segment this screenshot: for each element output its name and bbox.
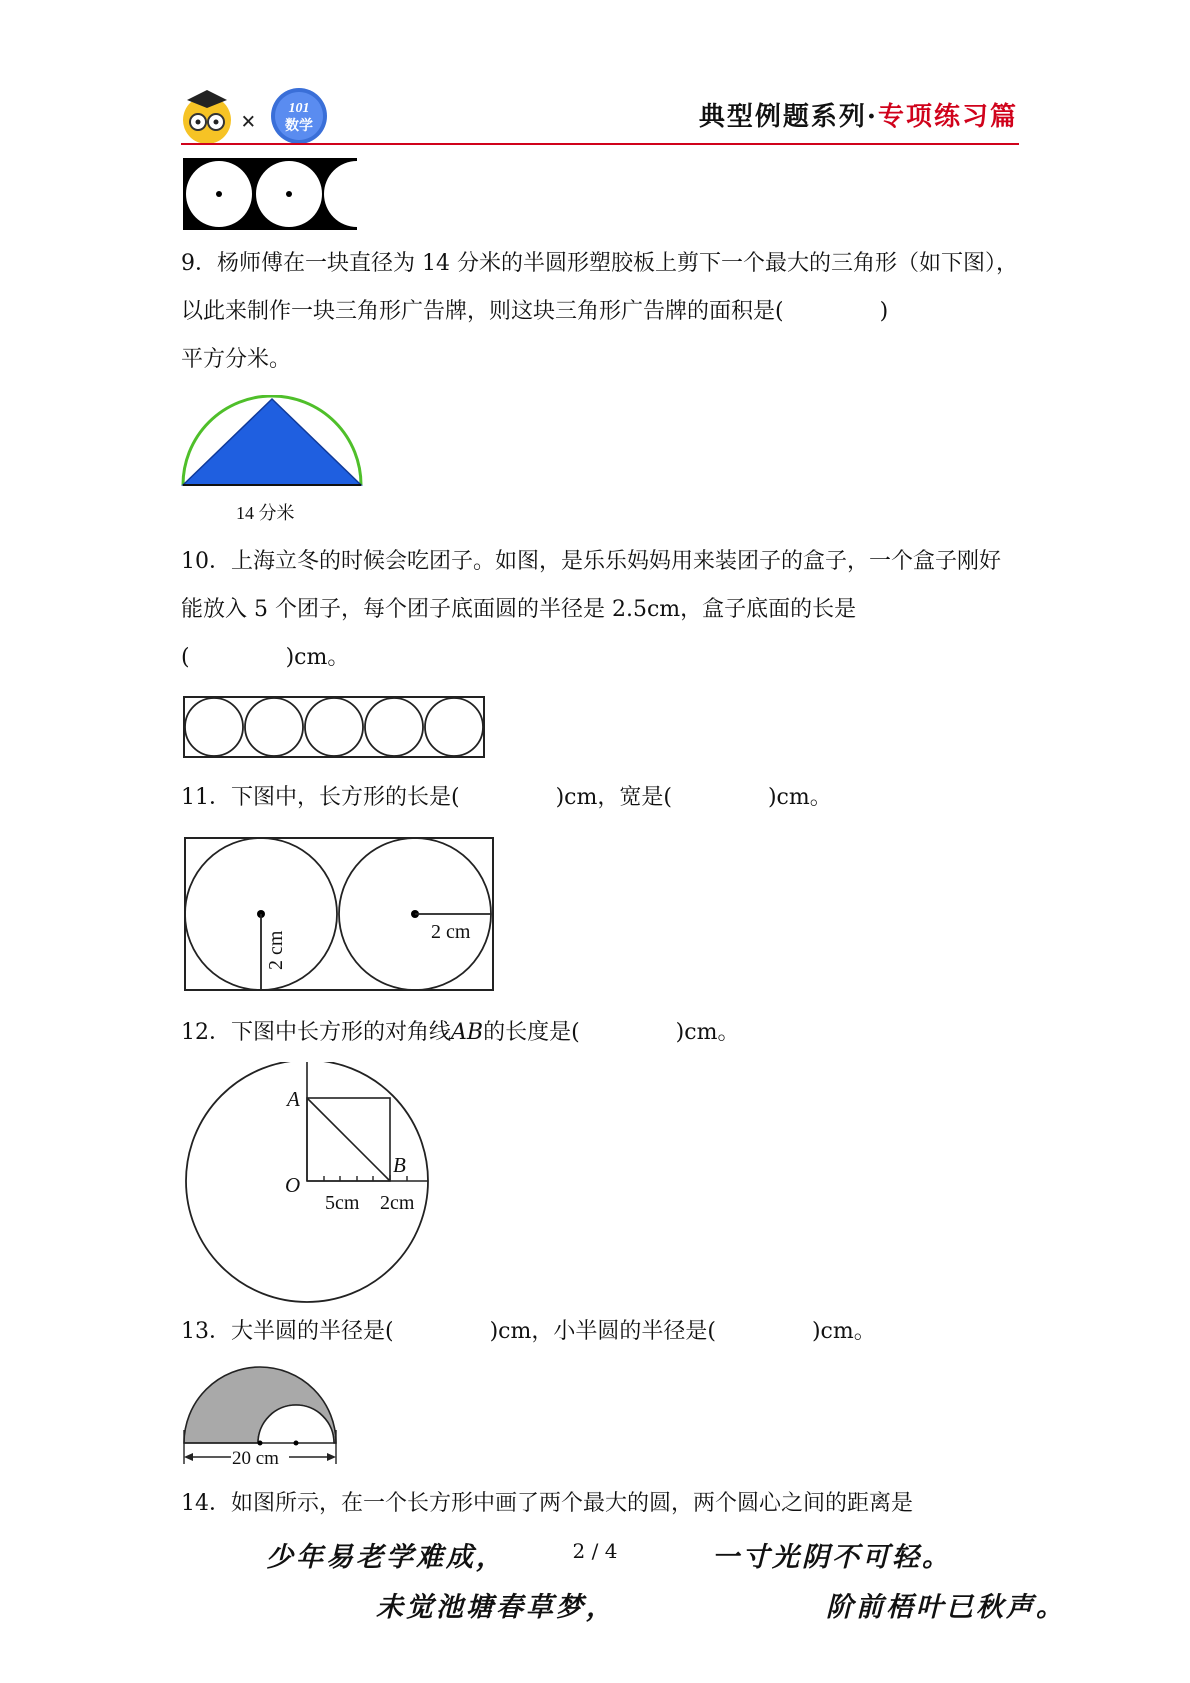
logo-times-sign: × [241,107,256,136]
question-text-unit: )cm。 [675,1020,740,1045]
question-text-close: ) [879,299,889,324]
header-title [699,96,1018,133]
label-20cm: 20 cm [232,1448,279,1469]
question-text-unit: )cm。 [767,785,832,810]
question-text: 下图中，长方形的长是( [231,785,460,810]
question-number: 11． [181,785,231,810]
poem-line-3: 未觉池塘春草梦， [376,1592,616,1623]
question-number: 10． [181,549,231,574]
question-text: 大半圆的半径是( [231,1319,394,1344]
label-point-o: O [285,1173,301,1197]
question-number: 14． [181,1491,231,1516]
question-number: 13． [181,1319,231,1344]
question-9 [181,240,1021,384]
question-text-open: ( [181,645,190,670]
scholar-mascot-icon [183,90,231,144]
question-text-unit: )cm。 [285,645,350,670]
figure-circles-strip [181,156,361,232]
label-radius-right: 2 cm [431,921,471,943]
label-5cm: 5cm [325,1192,360,1214]
label-14dm: 14 分米 [236,503,295,523]
question-13 [181,1308,1021,1356]
poem-line-1: 少年易老学难成， [266,1542,506,1573]
figure-dumpling-box [181,694,491,760]
label-point-b: B [393,1153,406,1177]
question-text-mid: )cm，宽是( [555,785,672,810]
question-text: 下图中长方形的对角线 [231,1020,452,1045]
question-text-unit: 平方分米。 [181,347,292,372]
header-title-practice: 专项练习篇 [877,102,1018,132]
header-divider [181,143,1019,145]
page-number: 2 / 4 [572,1539,618,1563]
question-text: 上海立冬的时候会吃团子。如图，是乐乐妈妈用来装团子的盒子，一个盒子刚好能放入 5 个团子，每个团子底面圆的半径是 2.5cm，盒子底面的长是 [181,549,1002,622]
figure-circle-rectangle-diagonal [181,1062,441,1308]
label-radius-left: 2 cm [265,930,287,970]
figure-rectangle-two-circles [181,834,497,994]
poem-line-4: 阶前梧叶已秋声。 [826,1592,1066,1623]
label-2cm: 2cm [380,1192,415,1214]
question-number: 9． [181,251,217,276]
question-text-mid: 的长度是( [483,1020,580,1045]
question-number: 12． [181,1020,231,1045]
question-text: 杨师傅在一块直径为 14 分米的半圆形塑胶板上剪下一个最大的三角形（如下图），以此来制作一块三角形广告牌，则这块三角形广告牌的面积是( [181,251,1018,324]
svg-text:101: 101 [288,101,310,116]
question-11 [181,774,1021,822]
math101-badge-icon [271,88,327,144]
question-14 [181,1480,1021,1528]
header-title-series: 典型例题系列· [698,102,878,132]
svg-text:数学: 数学 [285,119,313,134]
figure-semicircle-triangle [181,395,371,535]
question-text: 如图所示，在一个长方形中画了两个最大的圆，两个圆心之间的距离是 [231,1491,914,1516]
question-text-unit: )cm。 [811,1319,876,1344]
question-text-mid: )cm，小半圆的半径是( [489,1319,716,1344]
header-logos [181,86,341,146]
poem-line-2: 一寸光阴不可轻。 [712,1542,952,1573]
label-point-a: A [287,1087,300,1111]
question-10 [181,538,1021,682]
segment-ab: AB [451,1020,484,1045]
question-12 [181,1009,1021,1057]
figure-semicircles [181,1364,345,1474]
